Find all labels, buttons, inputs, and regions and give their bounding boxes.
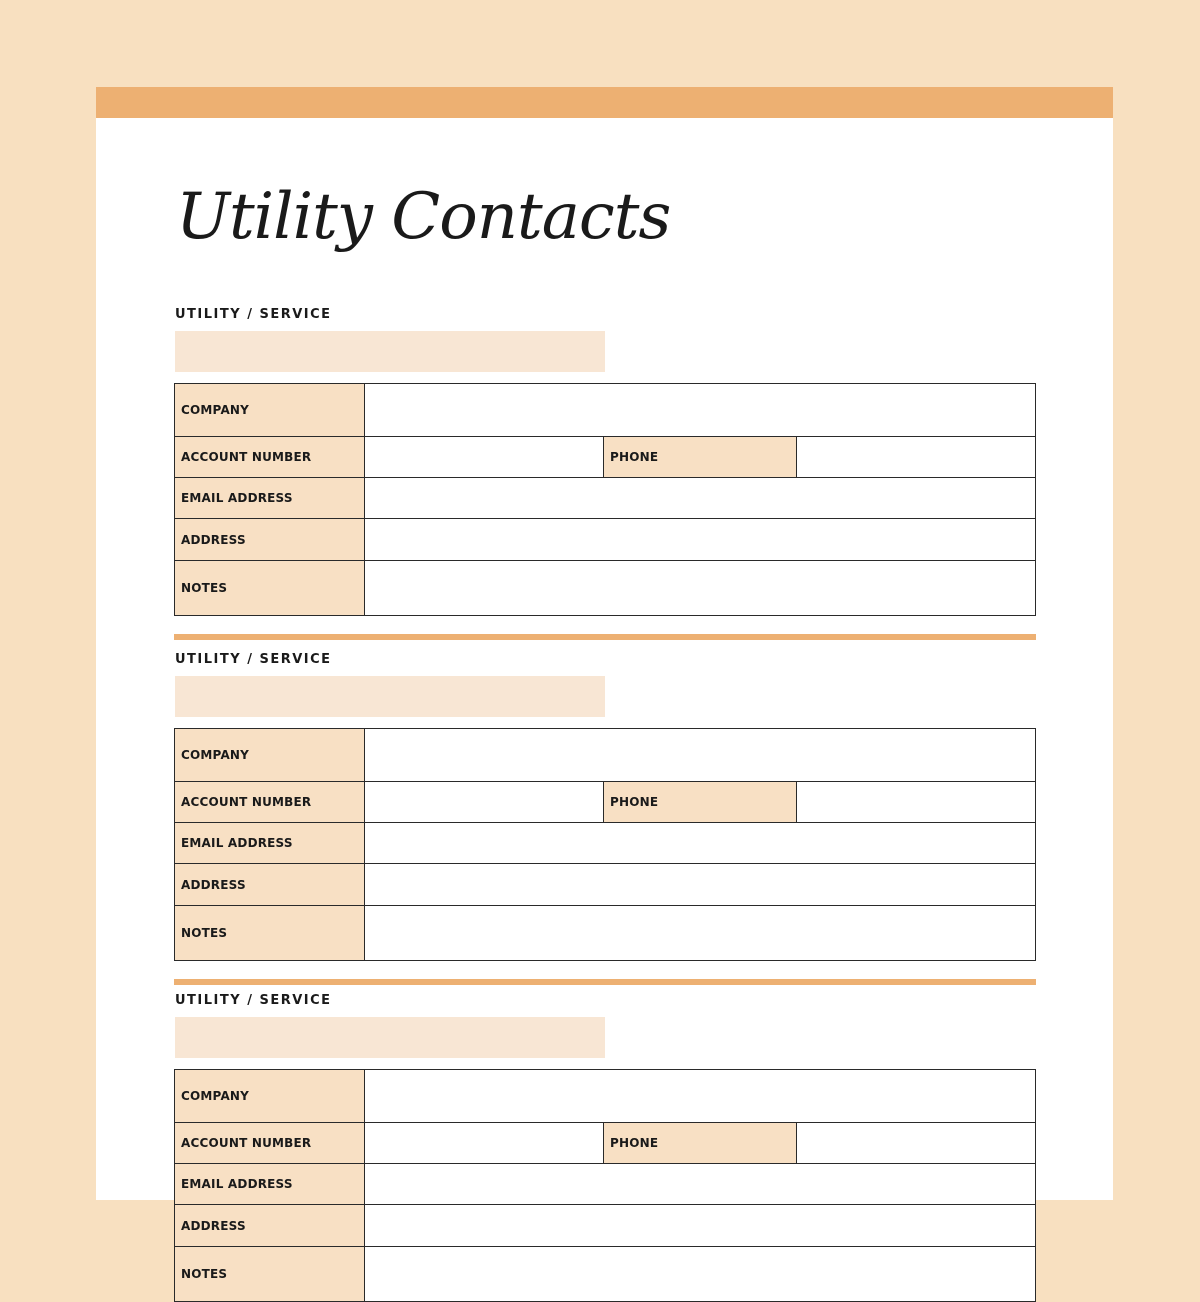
phone-label: PHONE (604, 782, 797, 822)
utility-name-field[interactable] (175, 331, 605, 372)
company-field[interactable] (365, 384, 1035, 436)
account-row (175, 436, 1035, 477)
notes-row (175, 905, 1035, 960)
email-row (175, 822, 1035, 863)
notes-row (175, 1246, 1035, 1301)
notes-label: NOTES (175, 1247, 365, 1301)
account-number-label: ACCOUNT NUMBER (175, 782, 365, 822)
contact-table (174, 383, 1036, 616)
email-address-field[interactable] (365, 478, 1035, 518)
phone-field[interactable] (797, 437, 1035, 477)
contact-table (174, 1069, 1036, 1302)
company-label: COMPANY (175, 1070, 365, 1122)
address-field[interactable] (365, 519, 1035, 560)
account-row (175, 781, 1035, 822)
section-heading: UTILITY / SERVICE (175, 993, 332, 1008)
notes-field[interactable] (365, 906, 1035, 960)
email-address-field[interactable] (365, 823, 1035, 863)
page-title: Utility Contacts (176, 180, 671, 254)
address-row (175, 863, 1035, 905)
company-row (175, 729, 1035, 781)
address-field[interactable] (365, 1205, 1035, 1246)
section-heading: UTILITY / SERVICE (175, 307, 332, 322)
planner-sheet (96, 87, 1113, 1281)
company-row (175, 1070, 1035, 1122)
address-field[interactable] (365, 864, 1035, 905)
notes-field[interactable] (365, 561, 1035, 615)
email-address-field[interactable] (365, 1164, 1035, 1204)
account-row (175, 1122, 1035, 1163)
utility-name-field[interactable] (175, 1017, 605, 1058)
company-label: COMPANY (175, 384, 365, 436)
notes-field[interactable] (365, 1247, 1035, 1301)
phone-field[interactable] (797, 1123, 1035, 1163)
notes-row (175, 560, 1035, 615)
account-number-field[interactable] (365, 1123, 604, 1163)
address-label: ADDRESS (175, 519, 365, 560)
account-number-field[interactable] (365, 782, 604, 822)
address-row (175, 1204, 1035, 1246)
contact-table (174, 728, 1036, 961)
company-row (175, 384, 1035, 436)
address-label: ADDRESS (175, 864, 365, 905)
section-heading: UTILITY / SERVICE (175, 652, 332, 667)
address-label: ADDRESS (175, 1205, 365, 1246)
address-row (175, 518, 1035, 560)
notes-label: NOTES (175, 561, 365, 615)
company-field[interactable] (365, 729, 1035, 781)
email-address-label: EMAIL ADDRESS (175, 1164, 365, 1204)
phone-label: PHONE (604, 1123, 797, 1163)
header-accent-bar (96, 87, 1113, 118)
section-divider (174, 634, 1036, 640)
account-number-field[interactable] (365, 437, 604, 477)
email-address-label: EMAIL ADDRESS (175, 823, 365, 863)
email-address-label: EMAIL ADDRESS (175, 478, 365, 518)
email-row (175, 1163, 1035, 1204)
section-divider (174, 979, 1036, 985)
company-field[interactable] (365, 1070, 1035, 1122)
account-number-label: ACCOUNT NUMBER (175, 1123, 365, 1163)
company-label: COMPANY (175, 729, 365, 781)
phone-field[interactable] (797, 782, 1035, 822)
phone-label: PHONE (604, 437, 797, 477)
account-number-label: ACCOUNT NUMBER (175, 437, 365, 477)
email-row (175, 477, 1035, 518)
notes-label: NOTES (175, 906, 365, 960)
utility-name-field[interactable] (175, 676, 605, 717)
